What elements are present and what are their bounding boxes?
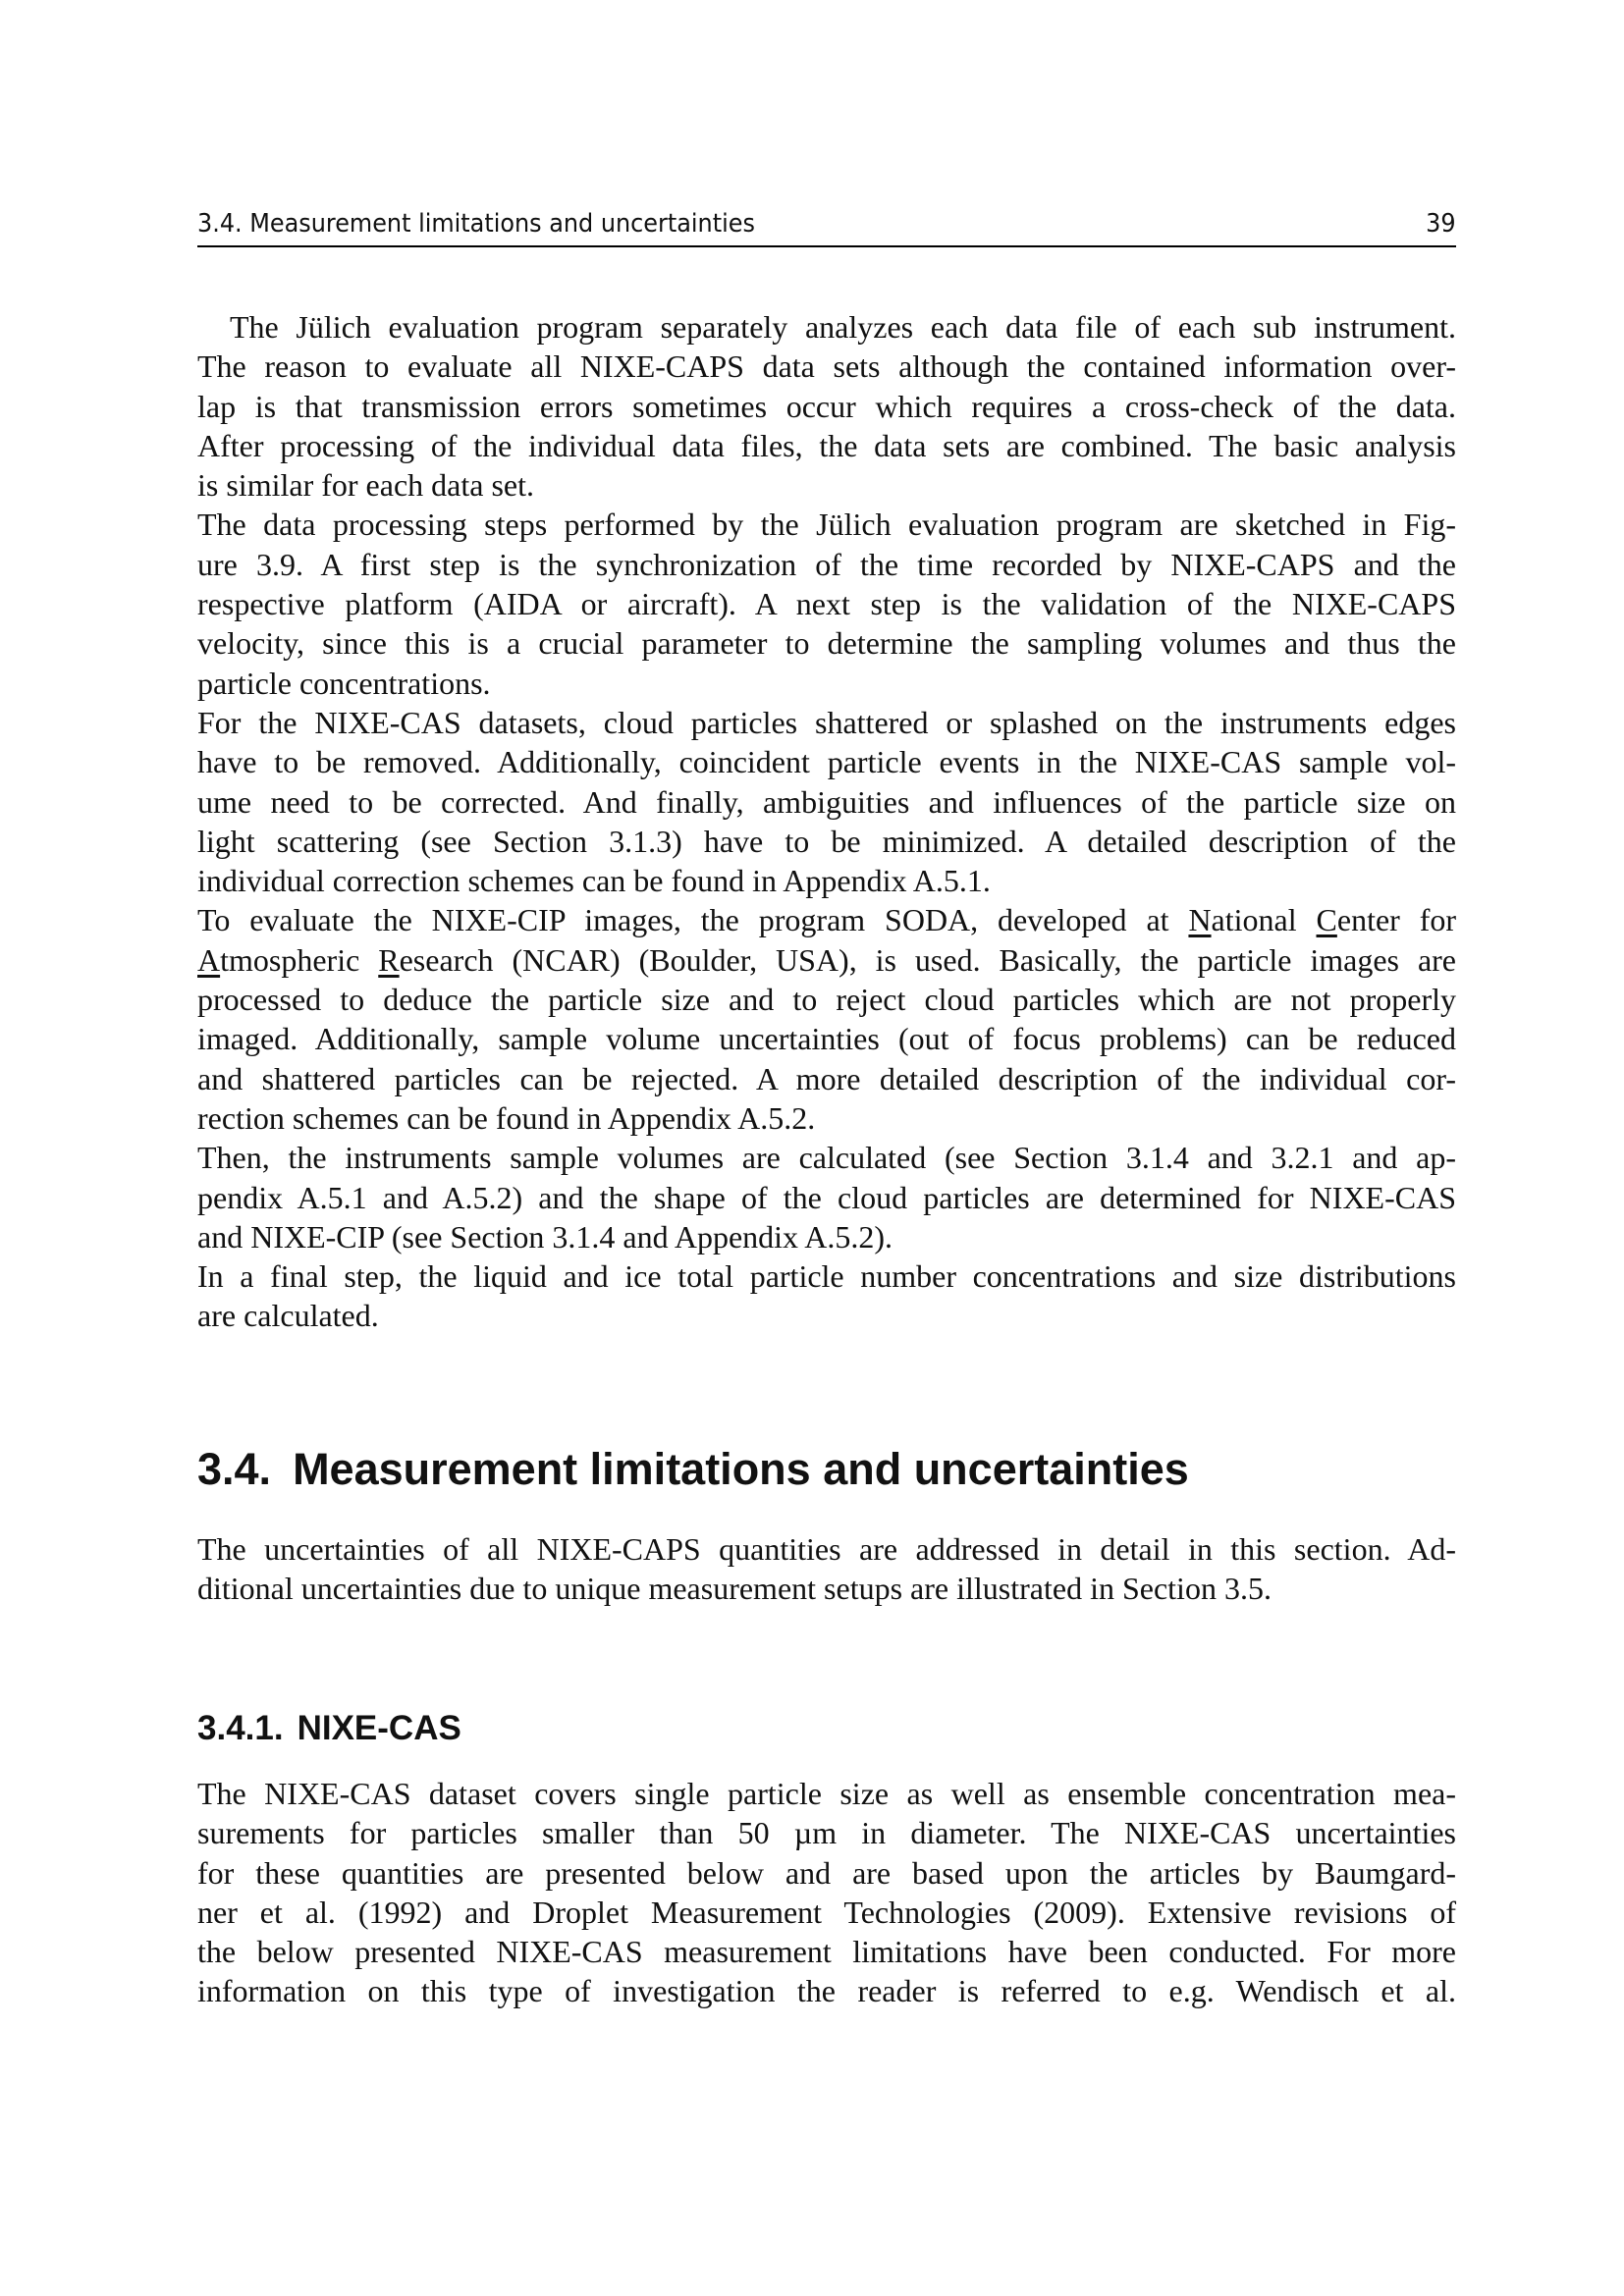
text-line: respective platform (AIDA or aircraft). A next step is the validation of the NIXE-CAPS [197, 586, 1456, 622]
text-line: ner et al. (1992) and Droplet Measurement Technologies (2009). Extensive revisions of [197, 1894, 1456, 1930]
subsection-heading [197, 1708, 461, 1749]
section-heading [197, 1441, 1189, 1498]
underlined-letter: N [1188, 902, 1212, 938]
header-rule [197, 245, 1456, 247]
text-line: the below presented NIXE-CAS measurement limitations have been conducted. For more [197, 1934, 1456, 1970]
text-line [197, 900, 1456, 939]
text-line: velocity, since this is a crucial parameter to determine the sampling volumes and thus the [197, 625, 1456, 662]
text-line: In a final step, the liquid and ice total particle number concentrations and size distributions [197, 1258, 1456, 1295]
text-line: lap is that transmission errors sometimes occur which requires a cross-check of the data. [197, 388, 1456, 424]
text-line: ume need to be corrected. And finally, ambiguities and influences of the particle size on [197, 783, 1456, 820]
text-line: The reason to evaluate all NIXE-CAPS data sets although the contained information over- [197, 348, 1456, 385]
body-text [197, 307, 1456, 1336]
text-line: surements for particles smaller than 50 µm in diameter. The NIXE-CAS uncertainties [197, 1815, 1456, 1851]
running-header [197, 204, 1456, 243]
section-title: Measurement limitations and uncertainties [293, 1444, 1189, 1494]
page-number: 39 [1426, 209, 1456, 239]
paragraph [197, 703, 1456, 900]
text-line: have to be removed. Additionally, coincident particle events in the NIXE-CAS sample vol- [197, 744, 1456, 780]
text-segment: enter for [1336, 902, 1457, 938]
section-body [197, 1529, 1456, 1609]
text-line: rection schemes can be found in Appendix A.5.2. [197, 1099, 816, 1136]
text-line: The Jülich evaluation program separately analyzes each data file of each sub instrument. [230, 309, 1456, 345]
paragraph [197, 307, 1456, 505]
underlined-letter: C [1316, 902, 1337, 938]
text-line: For the NIXE-CAS datasets, cloud particles shattered or splashed on the instruments edges [197, 704, 1456, 740]
running-header-title: 3.4. Measurement limitations and uncertainties [197, 209, 755, 239]
text-line: is similar for each data set. [197, 467, 534, 504]
text-line: light scattering (see Section 3.1.3) have to be minimized. A detailed description of the [197, 823, 1456, 859]
section-number: 3.4. [197, 1444, 272, 1494]
text-line: Then, the instruments sample volumes are calculated (see Section 3.1.4 and 3.2.1 and ap- [197, 1140, 1456, 1176]
text-line: pendix A.5.1 and A.5.2) and the shape of the cloud particles are determined for NIXE-CAS [197, 1179, 1456, 1215]
subsection-title: NIXE-CAS [297, 1709, 461, 1747]
text-line [197, 940, 1456, 980]
text-line: The data processing steps performed by the Jülich evaluation program are sketched in Fig- [197, 507, 1456, 543]
paragraph [197, 900, 1456, 1138]
underlined-letter: A [197, 941, 221, 978]
text-line: particle concentrations. [197, 665, 491, 701]
text-line: are calculated. [197, 1298, 379, 1334]
text-segment: ational [1211, 902, 1317, 938]
text-line: ditional uncertainties due to unique measurement setups are illustrated in Section 3.5. [197, 1571, 1272, 1607]
paragraph [197, 1138, 1456, 1256]
text-segment: esearch (NCAR) (Boulder, USA), is used. Basically, the particle images are [399, 941, 1457, 978]
text-line: The uncertainties of all NIXE-CAPS quantities are addressed in detail in this section. Ad- [197, 1531, 1456, 1567]
text-line: The NIXE-CAS dataset covers single particle size as well as ensemble concentration mea- [197, 1776, 1456, 1811]
text-segment: To evaluate the NIXE-CIP images, the program SODA, developed at [197, 902, 1189, 938]
subsection-body [197, 1774, 1456, 2011]
paragraph [197, 505, 1456, 702]
text-line: processed to deduce the particle size and to reject cloud particles which are not properly [197, 982, 1456, 1018]
text-line: for these quantities are presented below and are based upon the articles by Baumgard- [197, 1854, 1456, 1891]
text-line: individual correction schemes can be found in Appendix A.5.1. [197, 863, 991, 899]
text-line: and shattered particles can be rejected. A more detailed description of the individual cor- [197, 1060, 1456, 1096]
underlined-letter: R [378, 941, 400, 978]
text-line: and NIXE-CIP (see Section 3.1.4 and Appendix A.5.2). [197, 1218, 893, 1255]
text-segment: tmospheric [220, 941, 379, 978]
subsection-number: 3.4.1. [197, 1709, 284, 1747]
text-line: information on this type of investigation the reader is referred to e.g. Wendisch et al. [197, 1973, 1456, 2009]
paragraph [197, 1256, 1456, 1336]
text-line: ure 3.9. A first step is the synchronization of the time recorded by NIXE-CAPS and the [197, 546, 1456, 582]
text-line: imaged. Additionally, sample volume uncertainties (out of focus problems) can be reduced [197, 1021, 1456, 1057]
text-line: After processing of the individual data files, the data sets are combined. The basic analysis [197, 427, 1456, 463]
